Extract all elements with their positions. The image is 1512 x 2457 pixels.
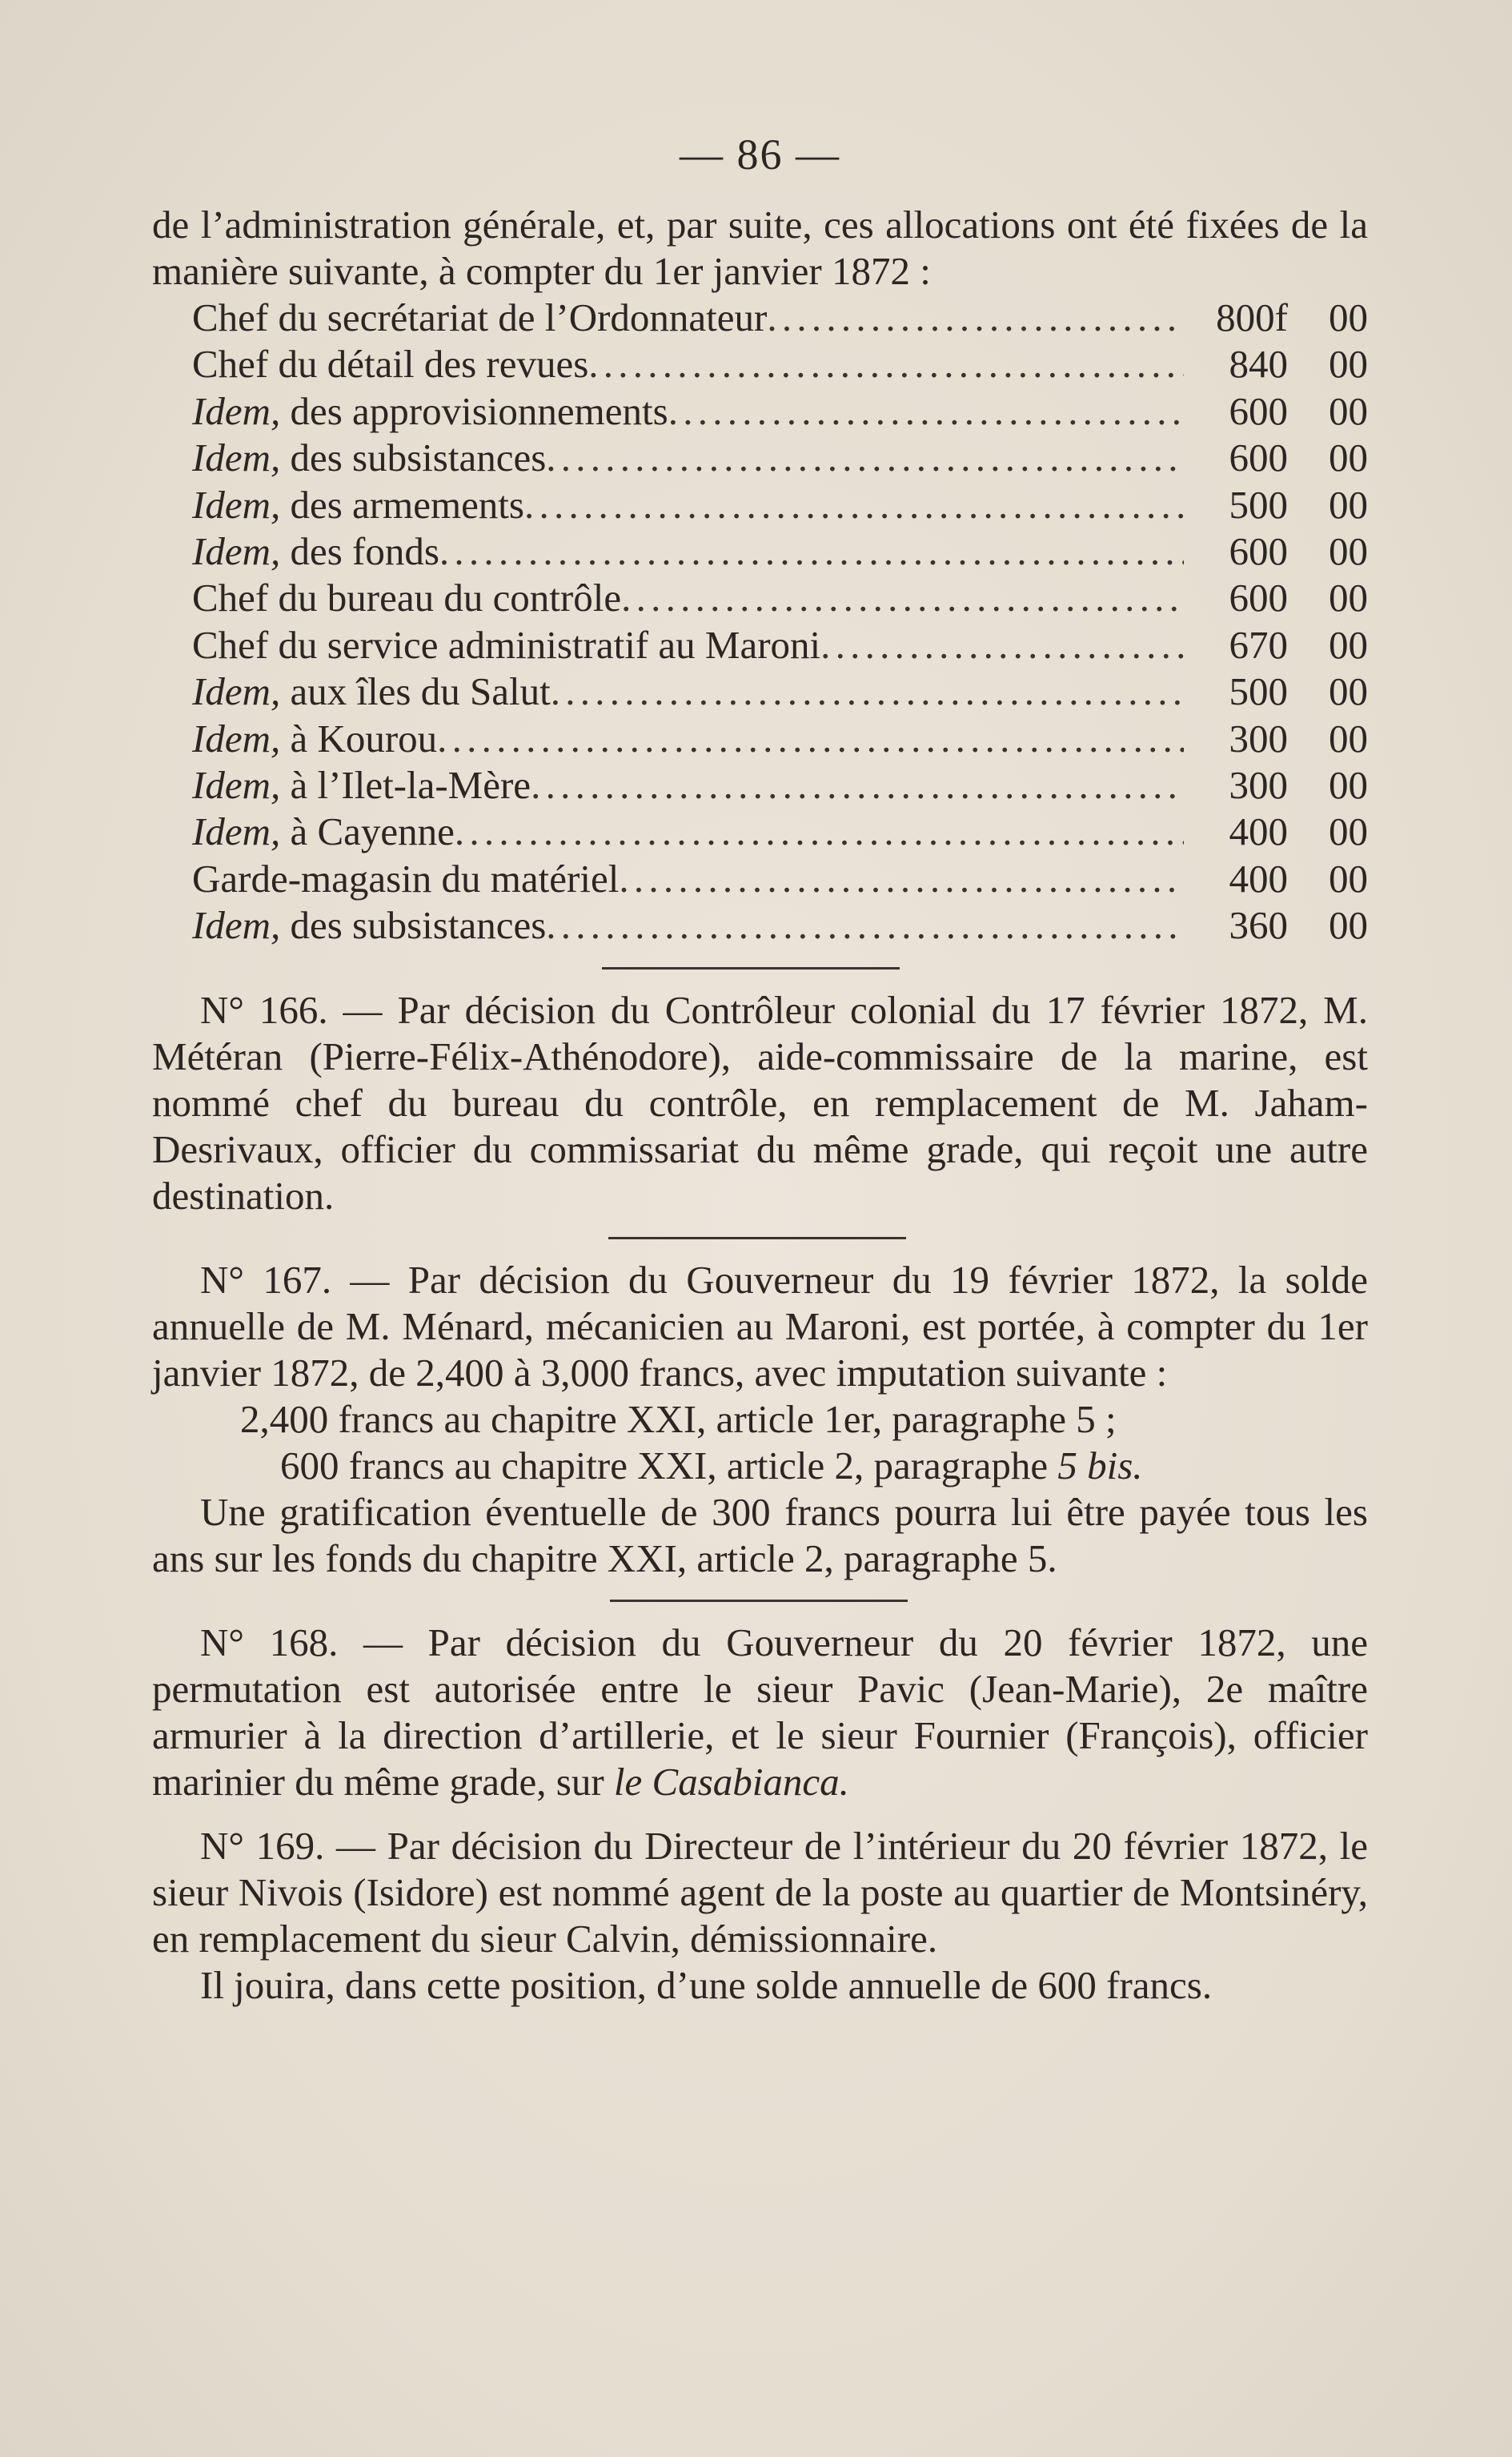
allocation-cents: 00: [1329, 576, 1368, 620]
allocation-prefix: Idem,: [192, 716, 281, 761]
decision-169-salary: Il jouira, dans cette position, d’une solde annuelle de 600 francs.: [200, 1962, 1213, 2007]
decision-169: N° 169. — Par décision du Directeur de l’intérieur du 20 février 1872, le sieur Nivois (Isidore) est nommé agent de la poste au quartier de Montsinéry, en remplacement du sieur Calvin, démissionnaire.: [152, 1823, 1368, 1961]
allocation-label: [192, 575, 621, 621]
allocation-row: [192, 295, 1368, 341]
allocation-amount: 400: [1229, 809, 1288, 854]
allocation-row: [192, 762, 1368, 809]
leader-dots: [546, 902, 1184, 949]
allocation-cents: 00: [1329, 388, 1368, 433]
leader-dots: [546, 435, 1184, 481]
decision-167-gratification: Une gratification éventuelle de 300 francs pourra lui être payée tous les ans sur les fonds du chapitre XXI, article 2, paragraphe 5.: [152, 1489, 1368, 1580]
allocation-label-text: des armements: [280, 482, 524, 527]
allocation-label: [192, 762, 531, 809]
decision-166: N° 166. — Par décision du Contrôleur colonial du 17 février 1872, M. Météran (Pierre-Félix-Athénodore), aide-commissaire de la marine, est nommé chef du bureau du contrôle, en remplacement de M. Jaham-Desrivaux, officier du commissariat du même grade, qui reçoit une autre destination.: [152, 987, 1368, 1218]
allocation-cents: 00: [1329, 529, 1368, 574]
leader-dots: [619, 856, 1184, 902]
allocation-cents: 00: [1329, 856, 1368, 901]
leader-dots: [437, 716, 1184, 762]
allocation-label-text: à l’Ilet-la-Mère: [280, 763, 531, 808]
allocation-row: [192, 902, 1368, 949]
allocation-amount: 300: [1229, 763, 1288, 808]
allocation-list: [192, 295, 1368, 949]
leader-dots: [767, 295, 1184, 341]
allocation-label-text: Garde-magasin du matériel: [192, 856, 620, 901]
allocation-row: [192, 716, 1368, 762]
allocation-label: [192, 668, 551, 715]
allocation-amount: 840: [1229, 342, 1288, 387]
leader-dots: [668, 388, 1184, 435]
allocation-amount: 600: [1229, 576, 1288, 620]
allocation-prefix: Idem,: [192, 436, 281, 480]
allocation-row: [192, 388, 1368, 435]
allocation-amount: 500: [1229, 669, 1288, 714]
allocation-cents: 00: [1329, 622, 1368, 667]
allocation-label: [192, 716, 437, 762]
allocation-row: [192, 435, 1368, 481]
page-number: — 86 —: [680, 130, 840, 179]
allocation-label: [192, 295, 767, 341]
allocation-label: [192, 622, 820, 668]
allocation-label: [192, 528, 439, 575]
leader-dots: [820, 622, 1184, 668]
allocation-cents: 00: [1329, 763, 1368, 808]
allocation-row: [192, 528, 1368, 575]
allocation-amount: 360: [1229, 903, 1288, 948]
allocation-row: [192, 856, 1368, 902]
decision-167-imputation-2: 600 francs au chapitre XXI, article 2, paragraphe 5 bis.: [280, 1443, 1143, 1487]
allocation-cents: 00: [1329, 342, 1368, 387]
allocation-label: [192, 856, 619, 902]
allocation-cents: 00: [1329, 436, 1368, 480]
allocation-row: [192, 482, 1368, 528]
section-divider: [610, 1600, 908, 1602]
leader-dots: [455, 809, 1184, 855]
allocation-label: [192, 902, 546, 949]
allocation-label-text: Chef du détail des revues: [192, 342, 589, 387]
allocation-row: [192, 809, 1368, 855]
allocation-label: [192, 388, 668, 435]
allocation-prefix: Idem,: [192, 388, 281, 433]
section-divider: [602, 967, 900, 970]
section-divider: [608, 1237, 906, 1239]
allocation-label-text: Chef du service administratif au Maroni: [192, 622, 821, 667]
allocation-prefix: Idem,: [192, 529, 281, 574]
decision-168: N° 168. — Par décision du Gouverneur du 20 février 1872, une permutation est autorisée entre le sieur Pavic (Jean-Marie), 2e maître armurier à la direction d’artillerie, et le sieur Fournier (François), officier marinier du même grade, sur le Casabianca.: [152, 1620, 1368, 1804]
allocation-cents: 00: [1329, 669, 1368, 714]
allocation-label-text: à Kourou: [280, 716, 438, 761]
allocation-label-text: des fonds: [280, 529, 439, 574]
allocation-amount: 300: [1229, 716, 1288, 761]
allocation-label: [192, 341, 588, 387]
allocation-row: [192, 668, 1368, 715]
allocation-row: [192, 575, 1368, 621]
allocation-label-text: aux îles du Salut: [280, 669, 551, 714]
leader-dots: [588, 341, 1184, 387]
allocation-label-text: Chef du bureau du contrôle: [192, 576, 622, 620]
allocation-cents: 00: [1329, 716, 1368, 761]
allocation-prefix: Idem,: [192, 903, 281, 948]
allocation-amount: 500: [1229, 482, 1288, 527]
allocation-prefix: Idem,: [192, 669, 281, 714]
allocation-prefix: Idem,: [192, 809, 281, 854]
leader-dots: [551, 668, 1184, 715]
allocation-label-text: Chef du secrétariat de l’Ordonnateur: [192, 295, 768, 339]
allocation-cents: 00: [1329, 809, 1368, 854]
allocation-amount: 400: [1229, 856, 1288, 901]
allocation-label-text: des subsistances: [280, 436, 547, 480]
allocation-amount: 670: [1229, 622, 1288, 667]
allocation-cents: 00: [1329, 482, 1368, 527]
allocation-amount: 600: [1229, 529, 1288, 574]
intro-paragraph: de l’administration générale, et, par suite, ces allocations ont été fixées de la manière suivante, à compter du 1er janvier 1872 :: [152, 203, 1368, 293]
leader-dots: [531, 762, 1184, 809]
allocation-label: [192, 809, 455, 855]
allocation-label-text: des subsistances: [280, 903, 547, 948]
allocation-amount: 800f: [1216, 295, 1288, 339]
allocation-row: [192, 341, 1368, 387]
allocation-label: [192, 435, 546, 481]
leader-dots: [621, 575, 1184, 621]
leader-dots: [439, 528, 1184, 575]
decision-167: N° 167. — Par décision du Gouverneur du 19 février 1872, la solde annuelle de M. Ménard, mécanicien au Maroni, est portée, à compter du 1er janvier 1872, de 2,400 à 3,000 francs, avec imputation suivante :: [152, 1257, 1368, 1395]
allocation-amount: 600: [1229, 436, 1288, 480]
allocation-cents: 00: [1329, 903, 1368, 948]
leader-dots: [524, 482, 1184, 528]
allocation-amount: 600: [1229, 388, 1288, 433]
decision-167-imputation-1: 2,400 francs au chapitre XXI, article 1er, paragraphe 5 ;: [240, 1396, 1117, 1441]
allocation-prefix: Idem,: [192, 763, 281, 808]
allocation-prefix: Idem,: [192, 482, 281, 527]
allocation-row: [192, 622, 1368, 668]
allocation-cents: 00: [1329, 295, 1368, 339]
allocation-label-text: à Cayenne: [280, 809, 455, 854]
allocation-label: [192, 482, 524, 528]
allocation-label-text: des approvisionnements: [280, 388, 668, 433]
